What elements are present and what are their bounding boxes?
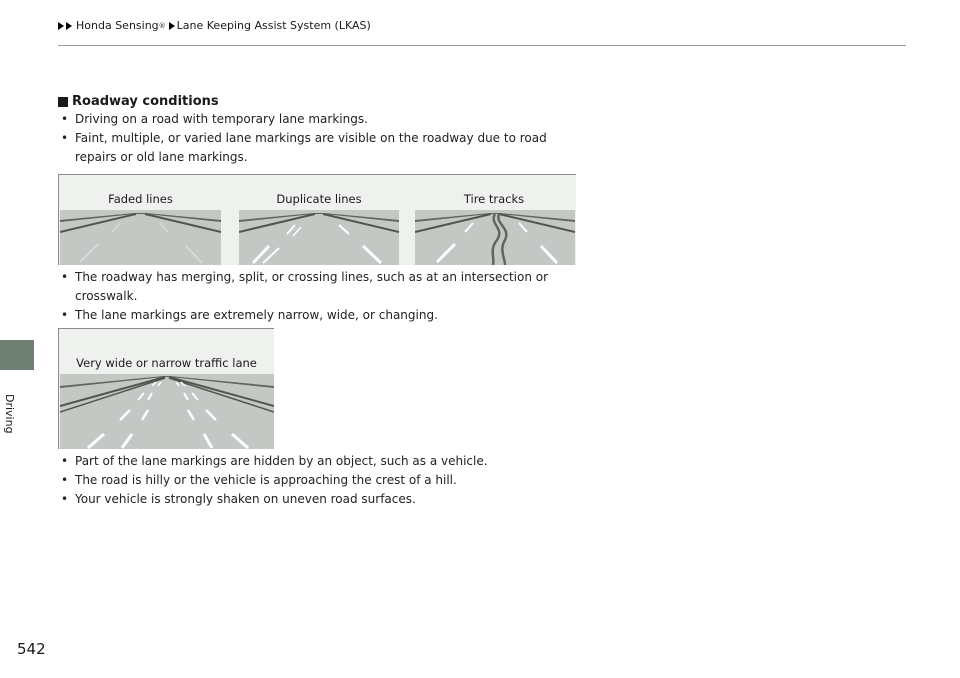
breadcrumb-item-honda-sensing[interactable]: Honda Sensing [76, 19, 159, 32]
chapter-label: Driving [3, 394, 16, 434]
list-item: • The lane markings are extremely narrow, wide, or changing. [58, 306, 578, 325]
figure-caption-faded: Faded lines [108, 192, 173, 206]
list-item: • Part of the lane markings are hidden by an object, such as a vehicle. [58, 452, 578, 471]
header-rule [58, 45, 906, 46]
breadcrumb-arrow-icon [66, 22, 72, 30]
bullet-list-a [58, 110, 578, 167]
bullet-list-b [58, 268, 578, 325]
list-item: • The road is hilly or the vehicle is approaching the crest of a hill. [58, 471, 578, 490]
wide-narrow-lane-illustration [60, 374, 274, 449]
breadcrumb-arrow-icon [58, 22, 64, 30]
lane-width-figure [58, 328, 274, 449]
page-number: 542 [17, 640, 46, 658]
heading-square-icon [58, 97, 68, 107]
bullet-list-c [58, 452, 578, 509]
faded-lines-illustration [60, 210, 221, 265]
breadcrumb-item-lkas[interactable]: Lane Keeping Assist System (LKAS) [176, 19, 371, 32]
figure-caption-tire: Tire tracks [463, 192, 525, 206]
lane-markings-figure [58, 174, 576, 265]
section-heading [58, 94, 219, 109]
tire-tracks-illustration [415, 210, 575, 265]
list-item: • Faint, multiple, or varied lane markings are visible on the roadway due to road repairs or old lane markings. [58, 129, 578, 167]
list-item: • Your vehicle is strongly shaken on uneven road surfaces. [58, 490, 578, 509]
chapter-tab [0, 340, 34, 370]
list-item: • The roadway has merging, split, or crossing lines, such as at an intersection or crosswalk. [58, 268, 578, 306]
figure-caption-duplicate: Duplicate lines [276, 192, 362, 206]
figure-caption-lane-width: Very wide or narrow traffic lane [76, 356, 257, 370]
breadcrumb-arrow-icon [169, 22, 175, 30]
list-item: • Driving on a road with temporary lane markings. [58, 110, 578, 129]
section-heading-text: Roadway conditions [72, 94, 219, 109]
breadcrumb: Honda Sensing ® Lane Keeping Assist System (LKAS) [58, 19, 371, 32]
duplicate-lines-illustration [239, 210, 399, 265]
